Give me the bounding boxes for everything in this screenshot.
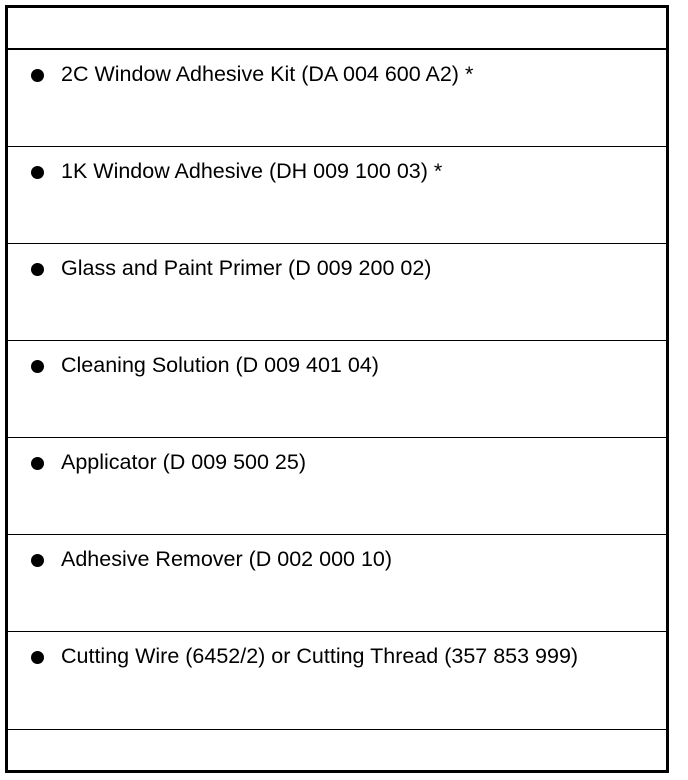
list-item <box>8 244 666 341</box>
bullet-icon <box>31 457 44 470</box>
list-item <box>8 632 666 729</box>
item-label: 2C Window Adhesive Kit (DA 004 600 A2) * <box>61 62 474 86</box>
table-footer-row <box>8 729 666 770</box>
item-label: Glass and Paint Primer (D 009 200 02) <box>61 256 432 280</box>
bullet-icon <box>31 263 44 276</box>
bullet-icon <box>31 166 44 179</box>
item-label: Cleaning Solution (D 009 401 04) <box>61 353 379 377</box>
list-item <box>8 438 666 535</box>
item-label: Adhesive Remover (D 002 000 10) <box>61 547 393 571</box>
item-label: 1K Window Adhesive (DH 009 100 03) * <box>61 159 443 183</box>
table-header-row <box>8 8 666 50</box>
item-label: Applicator (D 009 500 25) <box>61 450 307 474</box>
materials-table <box>5 5 669 773</box>
bullet-icon <box>31 360 44 373</box>
list-item <box>8 535 666 632</box>
item-label: Cutting Wire (6452/2) or Cutting Thread (357 853 999) <box>61 644 579 668</box>
list-item <box>8 341 666 438</box>
bullet-icon <box>31 651 44 664</box>
bullet-icon <box>31 69 44 82</box>
list-item <box>8 50 666 147</box>
list-item <box>8 147 666 244</box>
bullet-icon <box>31 554 44 567</box>
